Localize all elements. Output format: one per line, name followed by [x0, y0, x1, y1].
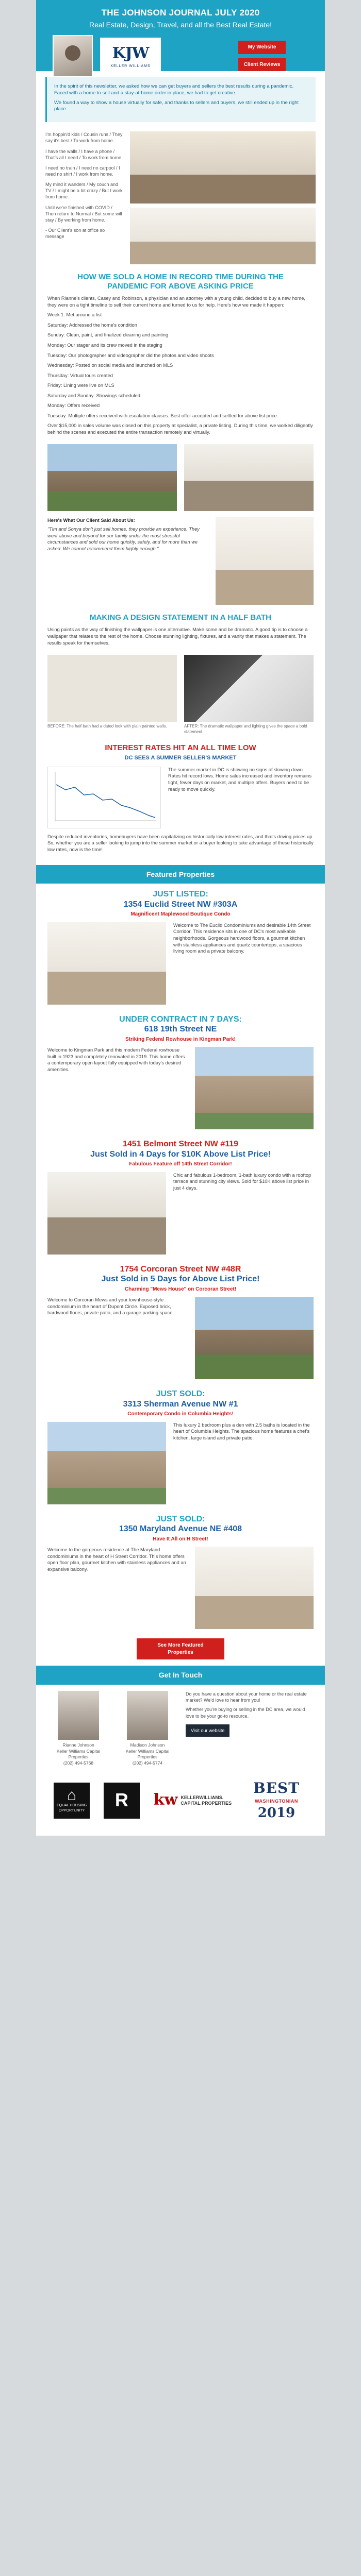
agent-card	[47, 1691, 109, 1766]
property-card	[36, 1509, 325, 1633]
featured-properties-bar: Featured Properties	[36, 865, 325, 884]
property-card	[36, 1133, 325, 1258]
property-description: This luxury 2 bedroom plus a den with 2.5 baths is located in the heart of Columbia Heights. The spacious home features a chef's kitchen, large island and private patio.	[173, 1422, 310, 1440]
get-in-touch-bar: Get In Touch	[36, 1666, 325, 1685]
property-address[interactable]: 3313 Sherman Avenue NW #1	[123, 1399, 238, 1409]
property-card	[36, 1259, 325, 1383]
my-website-button[interactable]: My Website	[238, 41, 286, 54]
newsletter-subtitle: Real Estate, Design, Travel, and all the Best Real Estate!	[89, 20, 272, 29]
best-washingtonian-badge: BEST WASHINGTONIAN 2019	[253, 1780, 300, 1821]
property-tagline: Charming "Mews House" on Corcoran Street!	[124, 1286, 237, 1292]
property-status: JUST LISTED:	[153, 890, 208, 899]
property-status: 1754 Corcoran Street NW #48R	[120, 1264, 241, 1274]
realtor-logo: R	[104, 1783, 140, 1819]
property-description: Chic and fabulous 1-bedroom, 1-bath luxury condo with a rooftop terrace and stunning city views. Sold for $10K above list price in just 4 days.	[173, 1172, 311, 1191]
intro-paragraph: We found a way to show a house virtually for safe, and thanks to sellers and buyers, we still ended up in the right place.	[54, 99, 299, 112]
property-photo[interactable]	[47, 1422, 166, 1504]
property-photo[interactable]	[195, 1547, 314, 1629]
half-bath-heading: MAKING A DESIGN STATEMENT IN A HALF BATH	[90, 613, 271, 622]
see-more-properties-button[interactable]: See More Featured Properties	[137, 1638, 224, 1659]
footer-logos	[36, 1772, 325, 1828]
interior-photo	[184, 444, 314, 511]
property-tagline: Striking Federal Rowhouse in Kingman Park!	[125, 1036, 236, 1042]
newsletter	[36, 0, 325, 1836]
property-description: Welcome to Corcoran Mews and your townhouse-style condominium in the heart of Dupont Circle. Exposed brick, hardwood floors, private patio, and a garage parking space.	[47, 1297, 174, 1316]
property-tagline: Have It All on H Street!	[153, 1536, 208, 1542]
half-bath-text: Using paints as the way of finishing the wallpaper is one alternative. Make some and be dramatic. A good tip is to choose a wallpaper that relates to the rest of the home. Choose stunning lighting, fixtures, and a vanity that makes a statement. The results speak for themselves.	[47, 627, 308, 646]
property-photo[interactable]	[47, 1172, 166, 1255]
property-description: Welcome to Kingman Park and this modern Federal rowhouse built in 1923 and completely renovated in 2019. This home offers a contemporary open layout fully equipped with today's desired amenities.	[47, 1047, 185, 1073]
agent-phone[interactable]: (202) 494-5774	[132, 1760, 163, 1766]
property-address[interactable]: 1350 Maryland Avenue NE #408	[119, 1524, 242, 1534]
agent-card	[117, 1691, 178, 1766]
home-office-photo	[130, 208, 316, 264]
property-photo[interactable]	[195, 1047, 314, 1129]
property-photo[interactable]	[195, 1297, 314, 1379]
intro-box	[45, 77, 316, 122]
client-home-photo	[216, 517, 314, 605]
interest-rates-text-2: Despite reduced inventories, homebuyers have been capitalizing on historically low interest rates, and that's driving prices up. So, whether you are a seller looking to jump into the summer market or a buyer looking to take advantage of these historically low rates, now is the time!	[47, 834, 314, 852]
agent-name: Madison Johnson	[130, 1742, 165, 1748]
avatar	[127, 1691, 168, 1740]
property-description: Welcome to The Euclid Condominiums and desirable 14th Street Corridor. This residence sits in one of DC's most walkable neighborhoods. Gorgeous hardwood floors, a gourmet kitchen with stainless appliances and quartz countertops, a spacious living room and a private balcony.	[173, 922, 311, 954]
agent-role: Keller Williams Capital Properties	[125, 1748, 170, 1760]
bath-before-caption: BEFORE: The half bath had a dated look with plain painted walls.	[47, 724, 167, 729]
property-status: 1451 Belmont Street NW #119	[122, 1140, 239, 1149]
property-card	[36, 1383, 325, 1508]
kjw-logo: KJW KELLER WILLIAMS	[100, 38, 161, 75]
agent-phone[interactable]: (202) 494-5768	[63, 1760, 94, 1766]
keller-williams-logo: kw KELLERWILLIAMS. CAPITAL PROPERTIES	[153, 1791, 232, 1809]
contact-text: Do you have a question about your home or the real estate market? We'd love to hear from you! Whether you're buying or selling in the DC area, we would love to be your go-to resource. Visit our website	[186, 1691, 314, 1766]
bath-after-photo	[184, 655, 314, 722]
client-quote: Here's What Our Client Said About Us: "Tim and Sonya don't just sell homes, they provide an experience. They went above and beyond for our family under the most stressful circumstances and sold our home quickly, safely, and for more than we asked. We cannot recommend them highly enough."	[47, 518, 200, 551]
property-card	[36, 1009, 325, 1133]
agent-role: Keller Williams Capital Properties	[56, 1748, 101, 1760]
bath-after-caption: AFTER: The dramatic wallpaper and lighting gives the space a bold statement.	[184, 724, 307, 734]
client-reviews-button[interactable]: Client Reviews	[238, 58, 286, 72]
record-sale-heading: HOW WE SOLD A HOME IN RECORD TIME DURING THE PANDEMIC FOR ABOVE ASKING PRICE	[77, 273, 284, 291]
property-address[interactable]: 618 19th Street NE	[144, 1025, 217, 1034]
poem: I'm hoppin'd kids / Cousin runs / They say it's best / To work from home. I have the walls / I have a phone / That's all I need / To work from home. I need no train / I need no carpool / I need no shirt / I work from home. My mind it wanders / My couch and TV / I might be a bit crazy / But I work from home. Until we're finished with COVID / Then return to Normal / But some will stay / By working from home. - Our Client's son at office so message	[45, 132, 123, 240]
agent-name: Rianne Johnson	[62, 1742, 94, 1748]
property-address[interactable]: 1354 Euclid Street NW #303A	[123, 900, 238, 909]
property-address[interactable]: Just Sold in 4 Days for $10K Above List Price!	[90, 1149, 271, 1159]
property-tagline: Fabulous Feature off 14th Street Corridor!	[129, 1161, 232, 1167]
interest-rates-heading: INTEREST RATES HIT AN ALL TIME LOW	[105, 743, 256, 752]
interest-rates-text: The summer market in DC is showing no signs of slowing down. Rates hit record lows. Home sales increased and inventory remains tight, fewer days on market, and multiple offers. Buyers need to be ready to move quickly.	[168, 767, 311, 792]
exterior-photo	[47, 444, 177, 511]
intro-paragraph: In the spirit of this newsletter, we asked how we can get buyers and sellers the best results during a pandemic. Faced with a home to sell and a stay-at-home order in place, we had to get creative.	[54, 83, 294, 96]
header-banner	[36, 0, 325, 71]
avatar	[58, 1691, 99, 1740]
property-address[interactable]: Just Sold in 5 Days for Above List Price!	[101, 1275, 260, 1284]
property-tagline: Contemporary Condo in Columbia Heights!	[127, 1411, 234, 1417]
interest-rates-subheading: DC SEES A SUMMER SELLER'S MARKET	[124, 754, 237, 761]
newsletter-title: THE JOHNSON JOURNAL JULY 2020	[101, 8, 260, 18]
mortgage-rate-chart	[47, 767, 161, 828]
workspace-photo	[130, 131, 316, 204]
property-status: JUST SOLD:	[156, 1389, 205, 1399]
agents-photo	[53, 35, 93, 77]
property-card	[36, 884, 325, 1008]
visit-website-button[interactable]: Visit our website	[186, 1724, 229, 1737]
record-sale-body: When Rianne's clients, Casey and Robinson, a physician and an attorney with a young child, decided to buy a new home, they were on a tight timeline to sell their current home and turned to us for help. Here's how we made it happen: Week 1: Met around a list Saturday: Addressed the home's condition Sunday: Clean, paint, and finalized cleaning and painting Monday: Our stager and its crew moved in the staging Tuesday: Our photographer and videographer did the photos and video shoots Wednesday: Posted on social media and launched on MLS Thursday: Virtual tours created Friday: Lining were live on MLS Saturday and Sunday: Showings scheduled Monday: Offers received Tuesday: Multiple offers received with escalation clauses. Best offer accepted and settled for above list price. Over $15,000 in sales volume was closed on this property at specialist, a private listing. During this time, we worked diligently behind the scenes and executed the entire transaction remotely and virtually.	[47, 296, 313, 435]
property-status: JUST SOLD:	[156, 1514, 205, 1523]
property-description: Welcome to the gorgeous residence at The Maryland condominiums in the heart of H Street Corridor. This home offers open floor plan, gourmet kitchen with stainless appliances and an expansive balcony.	[47, 1547, 186, 1572]
property-photo[interactable]	[47, 922, 166, 1005]
property-status: UNDER CONTRACT IN 7 DAYS:	[119, 1014, 242, 1024]
equal-housing-logo: ⌂ EQUAL HOUSING OPPORTUNITY	[54, 1783, 90, 1819]
bath-before-photo	[47, 655, 177, 722]
house-icon: ⌂	[67, 1787, 77, 1804]
property-tagline: Magnificent Maplewood Boutique Condo	[130, 911, 231, 918]
